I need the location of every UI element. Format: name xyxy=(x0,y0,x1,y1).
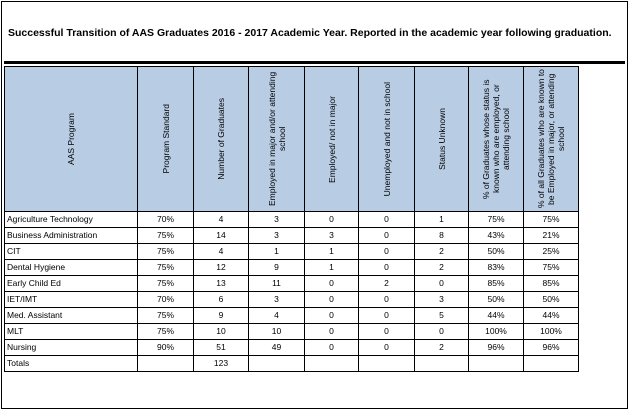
header-number-of-graduates: Number of Graduates xyxy=(194,67,249,212)
table-cell: 0 xyxy=(415,324,469,340)
table-cell: 43% xyxy=(469,228,524,244)
header-pct-all-employed: % of all Graduates who are known to be Employed in major, or attending school xyxy=(524,67,579,212)
table-cell: 75% xyxy=(138,308,194,324)
table-cell: 2 xyxy=(415,340,469,356)
table-cell: 25% xyxy=(524,244,579,260)
header-pct-known-employed: % of Graduates whose status is known who are employed, or attending school xyxy=(469,67,524,212)
table-cell: 10 xyxy=(194,324,249,340)
table-cell: Dental Hygiene xyxy=(5,260,138,276)
table-top-border xyxy=(4,61,625,64)
table-cell: 0 xyxy=(359,292,415,308)
table-cell: 12 xyxy=(194,260,249,276)
table-cell: 100% xyxy=(524,324,579,340)
table-cell: 1 xyxy=(305,244,359,260)
table-cell: 123 xyxy=(194,356,249,372)
table-cell: 0 xyxy=(359,228,415,244)
table-cell: 21% xyxy=(524,228,579,244)
header-employed-in-major: Employed in major and/or attending school xyxy=(249,67,305,212)
table-row xyxy=(5,276,579,292)
table-cell: 0 xyxy=(305,340,359,356)
table-cell xyxy=(469,356,524,372)
table-cell: 0 xyxy=(359,212,415,228)
table-row xyxy=(5,340,579,356)
table-cell: 0 xyxy=(359,260,415,276)
table-cell: 75% xyxy=(138,276,194,292)
table-row xyxy=(5,228,579,244)
report-title: Successful Transition of AAS Graduates 2016 - 2017 Academic Year. Reported in the academic year following graduation. xyxy=(8,27,612,39)
table-cell: 44% xyxy=(469,308,524,324)
table-cell: 0 xyxy=(305,308,359,324)
transition-table xyxy=(4,66,579,372)
table-cell: 85% xyxy=(469,276,524,292)
table-cell: 4 xyxy=(194,244,249,260)
header-aas-program: AAS Program xyxy=(5,67,138,212)
table-cell: 0 xyxy=(359,244,415,260)
table-cell: 0 xyxy=(359,324,415,340)
table-cell: 11 xyxy=(249,276,305,292)
table-cell: 6 xyxy=(194,292,249,308)
table-row xyxy=(5,292,579,308)
table-cell: 0 xyxy=(415,276,469,292)
table-cell: 0 xyxy=(359,308,415,324)
table-cell: 10 xyxy=(249,324,305,340)
table-cell: 90% xyxy=(138,340,194,356)
table-cell: 3 xyxy=(249,212,305,228)
table-cell: 0 xyxy=(305,276,359,292)
table-cell: 3 xyxy=(305,228,359,244)
table-cell: 100% xyxy=(469,324,524,340)
header-employed-not-in-major: Employed/ not in major xyxy=(305,67,359,212)
table-cell: 9 xyxy=(249,260,305,276)
table-cell: CIT xyxy=(5,244,138,260)
table-cell: 1 xyxy=(305,260,359,276)
table-cell: 51 xyxy=(194,340,249,356)
header-row xyxy=(5,67,579,212)
table-cell: 1 xyxy=(249,244,305,260)
table-cell: 75% xyxy=(524,260,579,276)
table-cell: 2 xyxy=(415,244,469,260)
table-cell: Med. Assistant xyxy=(5,308,138,324)
table-cell: 75% xyxy=(138,324,194,340)
table-cell: Agriculture Technology xyxy=(5,212,138,228)
table-cell: Totals xyxy=(5,356,138,372)
table-cell: 4 xyxy=(194,212,249,228)
table-cell: 8 xyxy=(415,228,469,244)
table-cell xyxy=(415,356,469,372)
table-row xyxy=(5,212,579,228)
table-cell: 2 xyxy=(359,276,415,292)
table-cell: 50% xyxy=(524,292,579,308)
table-cell xyxy=(249,356,305,372)
table-cell: 3 xyxy=(249,228,305,244)
table-row xyxy=(5,308,579,324)
table-cell: 0 xyxy=(305,292,359,308)
table-cell xyxy=(359,356,415,372)
table-cell: 2 xyxy=(415,260,469,276)
table-cell: 50% xyxy=(469,292,524,308)
table-cell: 75% xyxy=(138,228,194,244)
table-cell: 75% xyxy=(524,212,579,228)
table-cell: Early Child Ed xyxy=(5,276,138,292)
table-cell: 3 xyxy=(415,292,469,308)
table-cell: 75% xyxy=(138,260,194,276)
table-row xyxy=(5,260,579,276)
table-cell: 0 xyxy=(305,212,359,228)
table-cell: 96% xyxy=(469,340,524,356)
table-cell: 75% xyxy=(138,244,194,260)
table-cell: 85% xyxy=(524,276,579,292)
table-cell: 96% xyxy=(524,340,579,356)
table-cell: 4 xyxy=(249,308,305,324)
table-cell: 70% xyxy=(138,292,194,308)
table-cell: Nursing xyxy=(5,340,138,356)
table-cell: Business Administration xyxy=(5,228,138,244)
table-cell: 70% xyxy=(138,212,194,228)
table-cell: 5 xyxy=(415,308,469,324)
table-cell xyxy=(138,356,194,372)
table-cell: 3 xyxy=(249,292,305,308)
table-cell: 44% xyxy=(524,308,579,324)
table-cell xyxy=(524,356,579,372)
table-cell: 49 xyxy=(249,340,305,356)
header-unemployed: Unemployed and not in school xyxy=(359,67,415,212)
header-status-unknown: Status Unknown xyxy=(415,67,469,212)
table-cell: 9 xyxy=(194,308,249,324)
table-row xyxy=(5,324,579,340)
table-cell: 1 xyxy=(415,212,469,228)
table-cell: 83% xyxy=(469,260,524,276)
table-cell xyxy=(305,356,359,372)
table-cell: 0 xyxy=(305,324,359,340)
table-cell: IET/IMT xyxy=(5,292,138,308)
totals-row xyxy=(5,356,579,372)
table-row xyxy=(5,244,579,260)
table-cell: 75% xyxy=(469,212,524,228)
table-cell: 0 xyxy=(359,340,415,356)
table-cell: 14 xyxy=(194,228,249,244)
header-program-standard: Program Standard xyxy=(138,67,194,212)
table-cell: 13 xyxy=(194,276,249,292)
table-cell: 50% xyxy=(469,244,524,260)
table-cell: MLT xyxy=(5,324,138,340)
